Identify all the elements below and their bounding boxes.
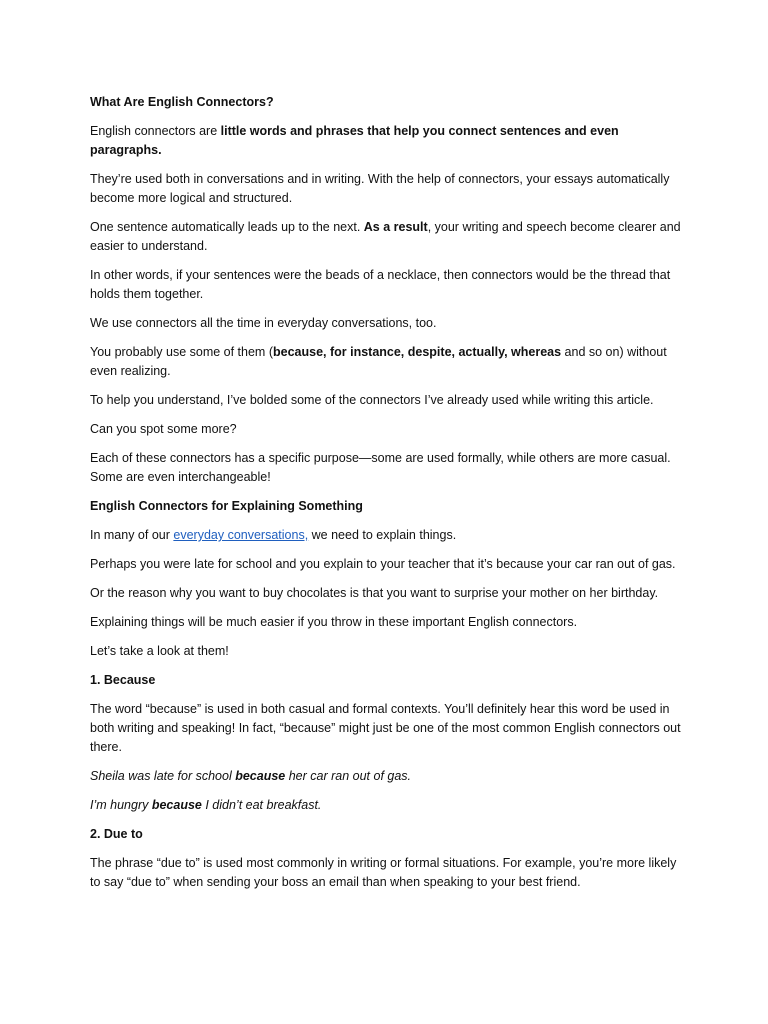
bold-text: little words and phrases that help you connect sentences and even paragraphs.	[90, 124, 619, 157]
paragraph-9: Each of these connectors has a specific purpose—some are used formally, while others are more casual. Some are even interchangeable!	[90, 451, 671, 484]
text-run: and so on) without even realizing.	[90, 345, 667, 378]
paragraph-12: Or the reason why you want to buy chocolates is that you want to surprise your mother on her birthday.	[90, 586, 659, 600]
paragraph-14: Let’s take a look at them!	[90, 644, 229, 658]
text-run: In many of our	[90, 528, 174, 542]
bold-text: because	[235, 769, 286, 783]
text-run: You probably use some of them (	[90, 345, 273, 359]
paragraph-8: Can you spot some more?	[90, 422, 237, 436]
document-title: What Are English Connectors?	[90, 95, 274, 109]
example-1	[90, 767, 690, 786]
bold-text: because	[151, 798, 202, 812]
paragraph-7: To help you understand, I’ve bolded some of the connectors I’ve already used while writing this article.	[90, 393, 654, 407]
paragraph-1	[90, 122, 690, 160]
text-run: we need to explain things.	[308, 528, 457, 542]
paragraph-4: In other words, if your sentences were the beads of a necklace, then connectors would be the thread that holds them together.	[90, 268, 671, 301]
paragraph-15: The word “because” is used in both casual and formal contexts. You’ll definitely hear this word be used in both writing and speaking! In fact, “because” might just be one of the most common English connectors out there.	[90, 702, 681, 754]
everyday-conversations-link[interactable]: everyday conversations,	[173, 528, 309, 542]
paragraph-13: Explaining things will be much easier if you throw in these important English connectors.	[90, 615, 578, 629]
bold-text: because, for instance, despite, actually, whereas	[272, 345, 562, 359]
paragraph-5: We use connectors all the time in everyday conversations, too.	[90, 316, 437, 330]
text-run: Sheila was late for school	[90, 769, 236, 783]
paragraph-6	[90, 343, 690, 381]
text-run: her car ran out of gas.	[285, 769, 412, 783]
heading-due-to: 2. Due to	[90, 827, 143, 841]
example-2	[90, 796, 690, 815]
paragraph-16: The phrase “due to” is used most commonly in writing or formal situations. For example, you’re more likely to say “due to” when sending your boss an email than when speaking to your best friend.	[90, 856, 677, 889]
paragraph-11: Perhaps you were late for school and you explain to your teacher that it’s because your car ran out of gas.	[90, 557, 676, 571]
paragraph-2: They’re used both in conversations and in writing. With the help of connectors, your essays automatically become more logical and structured.	[90, 172, 670, 205]
paragraph-3	[90, 218, 690, 256]
paragraph-10	[90, 526, 690, 545]
bold-text: As a result	[363, 220, 428, 234]
text-run: English connectors are	[90, 124, 221, 138]
heading-because: 1. Because	[90, 673, 156, 687]
text-run: I’m hungry	[90, 798, 152, 812]
text-run: I didn’t eat breakfast.	[201, 798, 322, 812]
section-heading: English Connectors for Explaining Something	[90, 499, 363, 513]
text-run: One sentence automatically leads up to the next.	[90, 220, 364, 234]
document-page	[90, 93, 690, 902]
text-run: , your writing and speech become clearer and easier to understand.	[90, 220, 681, 253]
